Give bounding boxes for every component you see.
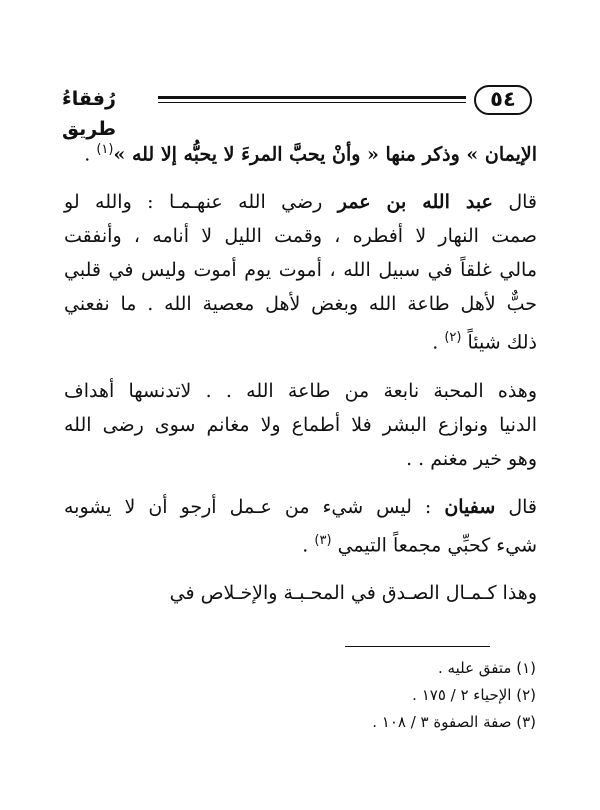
footnote-marker: (١) — [96, 142, 114, 157]
text-run: ذلك شيئاً — [461, 331, 537, 354]
paragraph — [64, 185, 537, 359]
body-text — [64, 133, 537, 610]
text-line — [64, 524, 537, 562]
header-rule — [158, 96, 466, 103]
text-line — [64, 374, 537, 408]
footnote-3: (٣) صفة الصفوة ٣ / ١٠٨ . — [372, 713, 536, 731]
text-run: وهذه المحبة نابعة من طاعة الله . . لاتدنسها أهداف — [64, 379, 537, 402]
paragraph — [64, 133, 537, 171]
text-line — [64, 576, 537, 610]
text-run: . — [84, 143, 97, 166]
text-run: قال — [492, 191, 537, 214]
text-run: شيء كحبِّي مجمعاً التيمي — [331, 533, 537, 556]
page-number: ٥٤ — [474, 85, 532, 115]
footnote-marker: (٢) — [444, 330, 462, 346]
text-run: قال — [495, 495, 537, 518]
footnote-marker: (٣) — [314, 532, 332, 548]
text-run: مالي غلقاً في سبيل الله ، أموت يوم أموت وليس في قلبي — [64, 259, 537, 282]
text-line — [64, 185, 537, 219]
text-run: . — [302, 533, 315, 556]
text-run: حبٌّ لأهل طاعة الله وبغض لأهل معصية الله . ما نفعني — [64, 293, 537, 316]
footnote-1: (١) متفق عليه . — [438, 659, 536, 677]
emphasis-text: الإيمان » وذكر منها « — [360, 143, 537, 166]
text-line — [64, 408, 537, 442]
emphasis-text: وأنْ يحبَّ المرءَ لا يحبُّه إلا لله » — [113, 143, 361, 166]
text-line — [64, 287, 537, 321]
footnote-separator — [345, 646, 490, 647]
running-title: رُفقاءُ طريق — [62, 88, 116, 140]
footnote-2: (٢) الإحياء ٢ / ١٧٥ . — [412, 686, 536, 704]
footnotes — [66, 655, 536, 736]
text-run: صمت النهار لا أفطره ، وقمت الليل لا أنامه ، وأنفقت — [64, 225, 537, 248]
emphasis-text: عبد الله بن عمر — [337, 191, 493, 214]
text-run: وهذا كـمـال الصـدق في المحـبـة والإخـلاص في — [169, 581, 537, 604]
text-line — [64, 321, 537, 359]
page-header — [62, 84, 532, 140]
text-run: . — [432, 331, 445, 354]
text-line — [64, 219, 537, 253]
text-run: رضي الله عنهـمـا : والله لو — [64, 191, 338, 214]
text-line — [64, 253, 537, 287]
text-line — [64, 133, 537, 171]
emphasis-text: سفيان — [444, 495, 496, 518]
text-line — [64, 442, 537, 476]
text-run: وهو خير مغنم . . — [406, 447, 537, 470]
text-line — [64, 490, 537, 524]
paragraph — [64, 490, 537, 562]
text-run: : ليس شيء من عـمل أرجو أن لا يشوبه — [64, 495, 445, 518]
paragraph — [64, 576, 537, 610]
text-run: الدنيا ونوازع البشر فلا أطماع ولا مغانم سوى رضى الله — [64, 413, 537, 436]
paragraph — [64, 374, 537, 476]
